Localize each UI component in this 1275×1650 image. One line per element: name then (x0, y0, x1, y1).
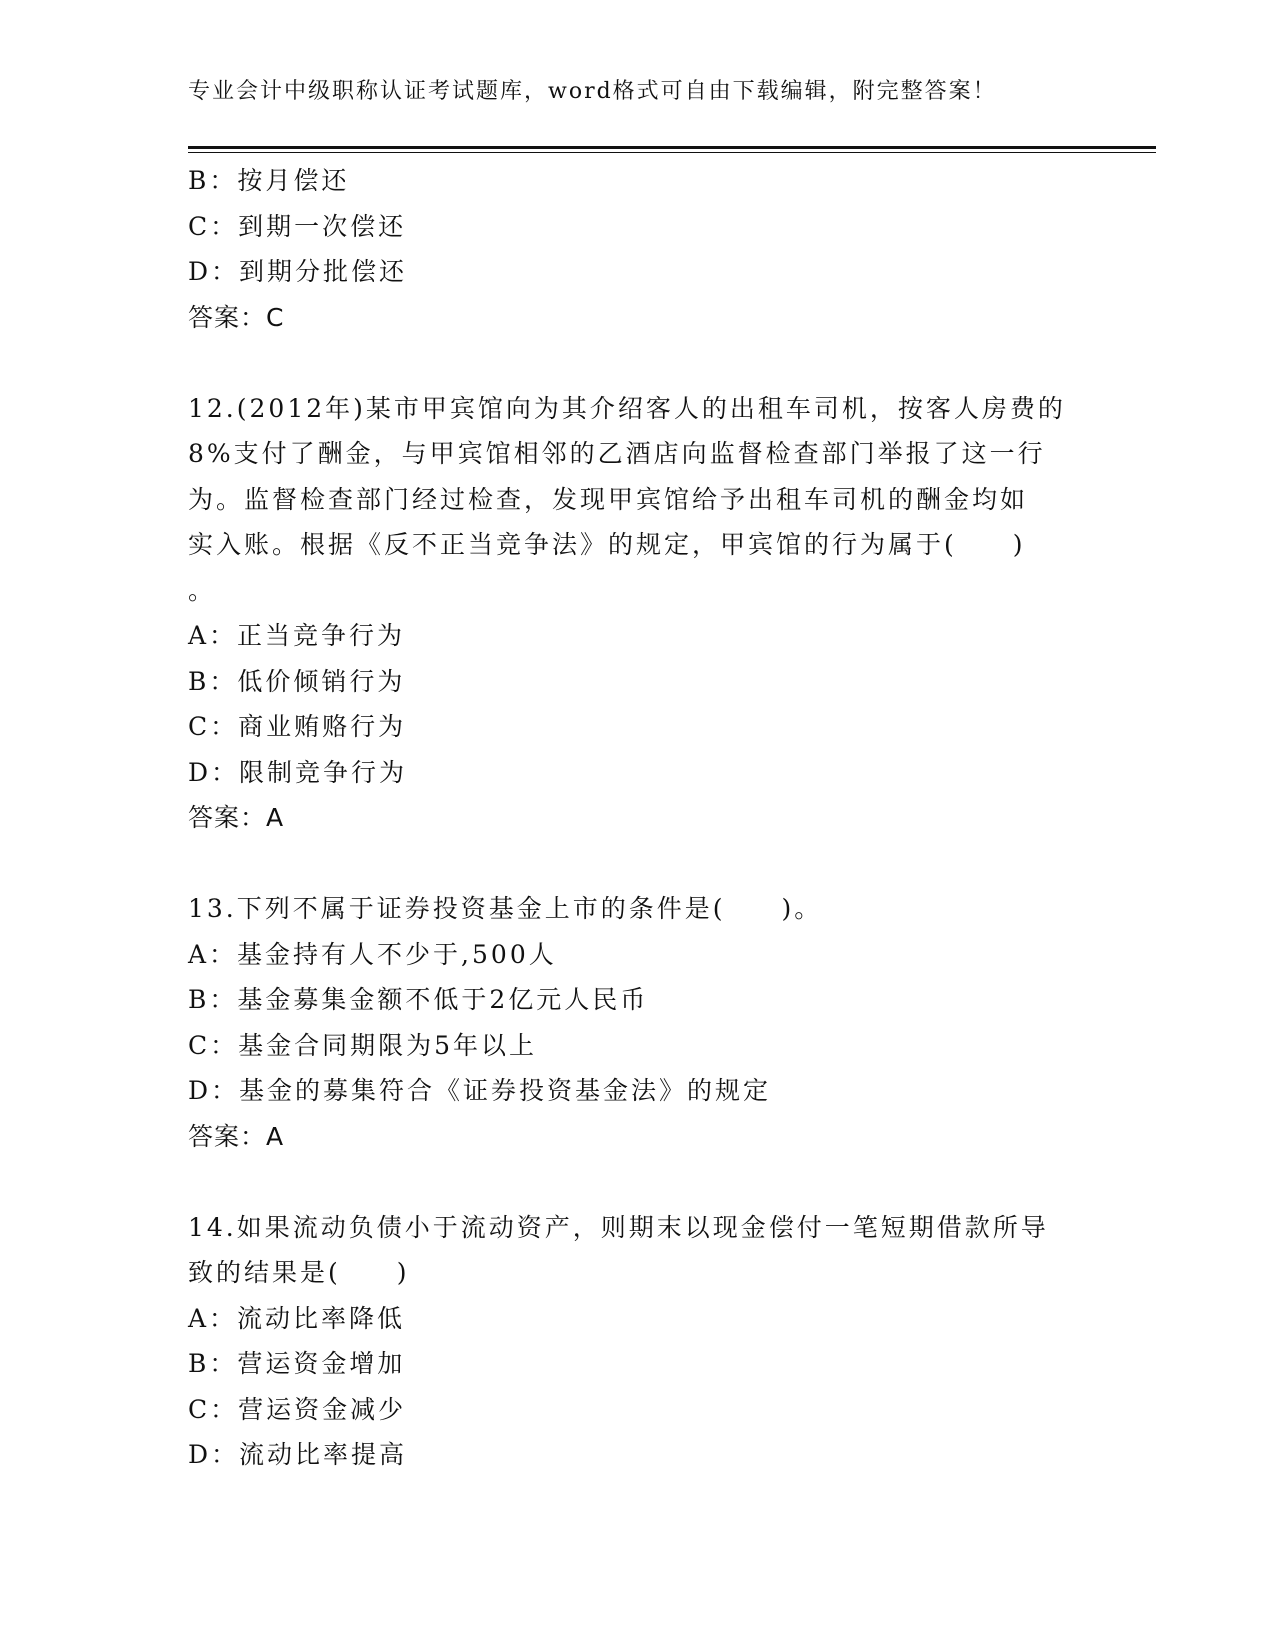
option-b: B：按月偿还 (188, 166, 350, 195)
option-c: C：基金合同期限为5年以上 (188, 1030, 538, 1060)
spacer (188, 340, 1088, 386)
header-rule-thick (188, 146, 1156, 149)
option-b: B：营运资金增加 (188, 1349, 406, 1378)
option-d: D：流动比率提高 (188, 1440, 408, 1469)
question-stem-line: 。 (188, 575, 217, 605)
question-stem-line: 致的结果是( ) (188, 1258, 410, 1287)
option-d: D：限制竞争行为 (188, 757, 408, 787)
option-c: C：商业贿赂行为 (188, 712, 407, 741)
question-stem-line: 13.下列不属于证券投资基金上市的条件是( )。 (188, 894, 823, 923)
question-13 (188, 886, 1088, 1159)
question-14 (188, 1205, 1088, 1478)
question-12 (188, 386, 1088, 841)
question-stem-line: 12.(2012年)某市甲宾馆向为其介绍客人的出租车司机，按客人房费的 (188, 393, 1066, 423)
question-11-tail (188, 158, 1088, 340)
option-d: D：到期分批偿还 (188, 257, 408, 286)
question-stem-line: 14.如果流动负债小于流动资产，则期末以现金偿付一笔短期借款所导 (188, 1212, 1049, 1242)
answer-line: 答案：A (188, 803, 285, 832)
spacer (188, 841, 1088, 887)
header-rule-thin (188, 152, 1156, 153)
option-d: D：基金的募集符合《证券投资基金法》的规定 (188, 1076, 772, 1105)
answer-line: 答案：C (188, 302, 285, 332)
spacer (188, 1159, 1088, 1205)
option-b: B：低价倾销行为 (188, 666, 406, 696)
question-stem-line: 8%支付了酬金，与甲宾馆相邻的乙酒店向监督检查部门举报了这一行 (188, 439, 1046, 468)
question-content (188, 158, 1088, 1478)
question-stem-line: 为。监督检查部门经过检查，发现甲宾馆给予出租车司机的酬金均如 (188, 484, 1029, 514)
option-a: A：流动比率降低 (188, 1303, 406, 1333)
page-header: 专业会计中级职称认证考试题库，word格式可自由下载编辑，附完整答案！ (188, 79, 997, 104)
answer-line: 答案：A (188, 1121, 285, 1151)
option-b: B：基金募集金额不低于2亿元人民币 (188, 985, 649, 1014)
option-a: A：正当竞争行为 (188, 621, 406, 650)
option-c: C：到期一次偿还 (188, 211, 407, 241)
option-a: A：基金持有人不少于,500人 (188, 939, 557, 969)
question-stem-line: 实入账。根据《反不正当竞争法》的规定，甲宾馆的行为属于( ) (188, 530, 1026, 559)
option-c: C：营运资金减少 (188, 1394, 407, 1424)
